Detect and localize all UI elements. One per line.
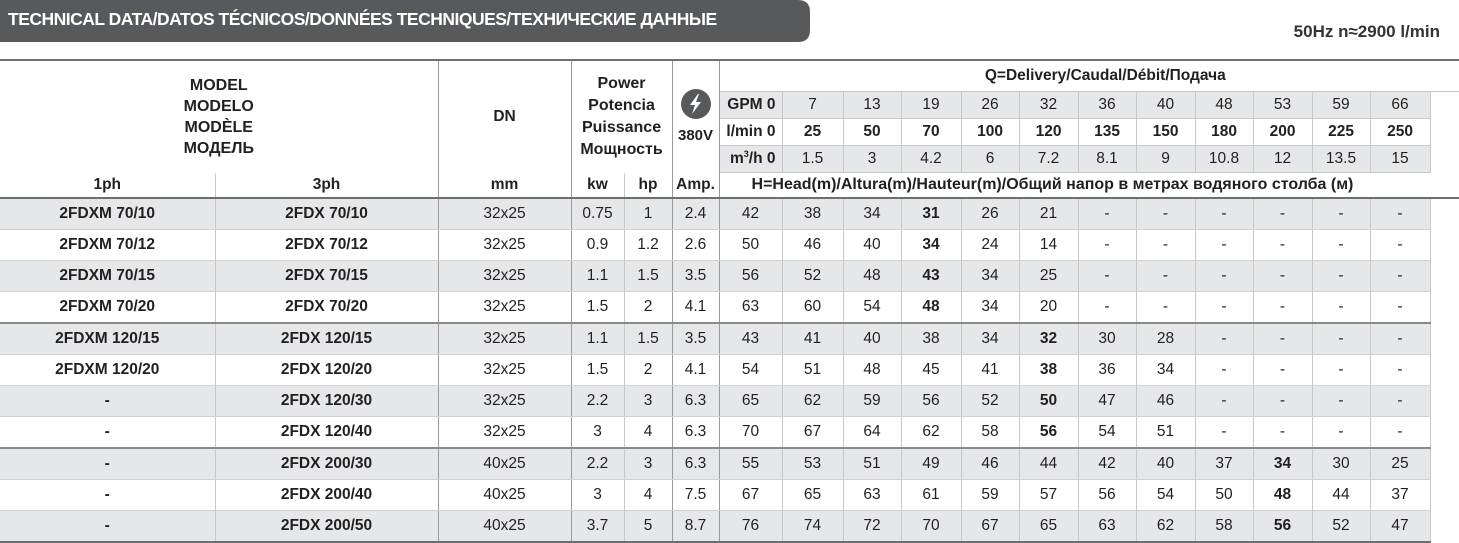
- head-value: 65: [719, 386, 782, 417]
- kw-value: 1.1: [571, 261, 624, 292]
- gpm-value: 13: [843, 92, 901, 119]
- head-value: 70: [901, 511, 961, 543]
- head-value: 42: [719, 198, 782, 230]
- gpm-value: 19: [901, 92, 961, 119]
- head-value: 59: [961, 480, 1019, 511]
- head-value: -: [1195, 230, 1253, 261]
- head-value: 40: [843, 323, 901, 355]
- head-value: 34: [961, 323, 1019, 355]
- head-value: -: [1312, 417, 1370, 449]
- power-header: [571, 60, 672, 173]
- m3h-value: 9: [1136, 146, 1195, 173]
- hp-value: 4: [624, 417, 672, 449]
- head-value: 48: [1253, 480, 1312, 511]
- title-banner: [0, 0, 810, 42]
- head-value: -: [1312, 230, 1370, 261]
- head-value: 61: [901, 480, 961, 511]
- ph1-header: 1ph: [0, 173, 215, 199]
- kw-value: 1.5: [571, 292, 624, 324]
- hp-value: 1: [624, 198, 672, 230]
- model-3ph: 2FDX 120/20: [215, 355, 438, 386]
- head-value: 42: [1078, 448, 1136, 480]
- head-title: H=Head(m)/Altura(m)/Hauteur(m)/Общий напор в метрах водяного столба (м): [719, 173, 1459, 199]
- page-title: TECHNICAL DATA/DATOS TÉCNICOS/DONNÉES TECHNIQUES/ТЕХНИЧЕСКИЕ ДАННЫЕ: [8, 9, 717, 29]
- model-label-ru: МОДЕЛЬ: [183, 139, 254, 157]
- head-value: 51: [782, 355, 843, 386]
- hp-header: hp: [624, 173, 672, 199]
- model-1ph: 2FDXM 70/12: [0, 230, 215, 261]
- model-1ph: -: [0, 511, 215, 543]
- lmin-value: 225: [1312, 119, 1370, 146]
- m3h-value: 10.8: [1195, 146, 1253, 173]
- dn-value: 40x25: [438, 480, 571, 511]
- table-row: [0, 448, 1459, 480]
- head-value: 34: [843, 198, 901, 230]
- table-row: [0, 417, 1459, 449]
- head-value: 48: [901, 292, 961, 324]
- head-value: 54: [1136, 480, 1195, 511]
- head-value: 54: [719, 355, 782, 386]
- head-value: 62: [901, 417, 961, 449]
- head-value: 30: [1078, 323, 1136, 355]
- model-1ph: 2FDXM 120/20: [0, 355, 215, 386]
- model-3ph: 2FDX 200/40: [215, 480, 438, 511]
- head-value: -: [1370, 230, 1430, 261]
- head-value: 36: [1078, 355, 1136, 386]
- lmin-value: 200: [1253, 119, 1312, 146]
- model-label-es: MODELO: [183, 97, 254, 115]
- head-value: 43: [901, 261, 961, 292]
- head-value: 21: [1019, 198, 1078, 230]
- gpm-value: 59: [1312, 92, 1370, 119]
- head-value: 34: [961, 292, 1019, 324]
- head-value: -: [1136, 198, 1195, 230]
- dn-value: 32x25: [438, 198, 571, 230]
- head-value: 44: [1019, 448, 1078, 480]
- m3h-value: 7.2: [1019, 146, 1078, 173]
- m3h-value: 12: [1253, 146, 1312, 173]
- head-value: -: [1370, 417, 1430, 449]
- head-value: 52: [1312, 511, 1370, 543]
- head-value: 52: [782, 261, 843, 292]
- model-1ph: 2FDXM 120/15: [0, 323, 215, 355]
- model-header: [0, 60, 438, 173]
- head-value: 40: [843, 230, 901, 261]
- head-value: -: [1195, 198, 1253, 230]
- hp-value: 3: [624, 448, 672, 480]
- technical-data-table: [0, 59, 1459, 543]
- hp-value: 5: [624, 511, 672, 543]
- lmin-value: 150: [1136, 119, 1195, 146]
- head-value: 46: [961, 448, 1019, 480]
- head-value: 49: [901, 448, 961, 480]
- model-1ph: 2FDXM 70/15: [0, 261, 215, 292]
- dn-value: 32x25: [438, 230, 571, 261]
- voltage-header: [672, 60, 719, 173]
- table-row: [0, 198, 1459, 230]
- kw-value: 2.2: [571, 386, 624, 417]
- head-value: 70: [719, 417, 782, 449]
- dn-value: 32x25: [438, 355, 571, 386]
- kw-value: 3: [571, 417, 624, 449]
- hp-value: 4: [624, 480, 672, 511]
- model-1ph: -: [0, 386, 215, 417]
- head-value: 14: [1019, 230, 1078, 261]
- head-value: 59: [843, 386, 901, 417]
- head-value: -: [1195, 386, 1253, 417]
- head-value: 26: [961, 198, 1019, 230]
- amp-value: 2.4: [672, 198, 719, 230]
- head-value: 67: [961, 511, 1019, 543]
- head-value: 56: [1078, 480, 1136, 511]
- power-label-es: Potencia: [588, 96, 655, 114]
- head-value: -: [1312, 261, 1370, 292]
- head-value: -: [1253, 355, 1312, 386]
- gpm-label: GPM 0: [719, 92, 782, 119]
- model-1ph: 2FDXM 70/10: [0, 198, 215, 230]
- kw-header: kw: [571, 173, 624, 199]
- head-value: -: [1078, 261, 1136, 292]
- head-value: 51: [1136, 417, 1195, 449]
- head-value: 50: [719, 230, 782, 261]
- head-value: 60: [782, 292, 843, 324]
- head-value: 44: [1312, 480, 1370, 511]
- head-value: -: [1253, 198, 1312, 230]
- head-value: 76: [719, 511, 782, 543]
- kw-value: 2.2: [571, 448, 624, 480]
- head-value: 34: [1253, 448, 1312, 480]
- amp-value: 4.1: [672, 292, 719, 324]
- head-value: -: [1370, 292, 1430, 324]
- head-value: 25: [1019, 261, 1078, 292]
- lightning-bolt-icon: [681, 89, 711, 119]
- dn-value: 32x25: [438, 292, 571, 324]
- head-value: 34: [901, 230, 961, 261]
- head-value: -: [1136, 292, 1195, 324]
- head-value: 56: [1019, 417, 1078, 449]
- dn-value: 40x25: [438, 448, 571, 480]
- table-row: [0, 480, 1459, 511]
- gpm-value: 7: [782, 92, 843, 119]
- head-value: 67: [719, 480, 782, 511]
- head-value: 63: [1078, 511, 1136, 543]
- table-row: [0, 261, 1459, 292]
- amp-value: 6.3: [672, 448, 719, 480]
- hp-value: 2: [624, 292, 672, 324]
- gpm-value: 48: [1195, 92, 1253, 119]
- hp-value: 1.5: [624, 261, 672, 292]
- model-1ph: -: [0, 417, 215, 449]
- head-value: -: [1312, 198, 1370, 230]
- head-value: 38: [901, 323, 961, 355]
- head-value: -: [1078, 198, 1136, 230]
- lmin-value: 70: [901, 119, 961, 146]
- head-value: -: [1253, 386, 1312, 417]
- head-value: 37: [1370, 480, 1430, 511]
- kw-value: 1.1: [571, 323, 624, 355]
- dn-value: 32x25: [438, 261, 571, 292]
- m3h-value: 4.2: [901, 146, 961, 173]
- model-3ph: 2FDX 200/50: [215, 511, 438, 543]
- head-value: 25: [1370, 448, 1430, 480]
- kw-value: 0.75: [571, 198, 624, 230]
- head-value: -: [1136, 261, 1195, 292]
- flow-title: Q=Delivery/Caudal/Débit/Подача: [719, 60, 1459, 92]
- head-value: 34: [1136, 355, 1195, 386]
- head-value: 63: [843, 480, 901, 511]
- head-value: 54: [843, 292, 901, 324]
- head-value: -: [1370, 355, 1430, 386]
- head-value: 72: [843, 511, 901, 543]
- m3h-value: 3: [843, 146, 901, 173]
- model-3ph: 2FDX 120/30: [215, 386, 438, 417]
- kw-value: 1.5: [571, 355, 624, 386]
- head-value: -: [1253, 292, 1312, 324]
- head-value: 50: [1019, 386, 1078, 417]
- table-row: [0, 386, 1459, 417]
- kw-value: 3.7: [571, 511, 624, 543]
- gpm-value: 26: [961, 92, 1019, 119]
- head-value: 41: [961, 355, 1019, 386]
- head-value: -: [1195, 323, 1253, 355]
- head-value: 38: [782, 198, 843, 230]
- head-value: 54: [1078, 417, 1136, 449]
- power-label-ru: Мощность: [580, 140, 663, 158]
- head-value: -: [1078, 230, 1136, 261]
- dn-value: 40x25: [438, 511, 571, 543]
- head-value: -: [1370, 261, 1430, 292]
- model-3ph: 2FDX 70/10: [215, 198, 438, 230]
- kw-value: 3: [571, 480, 624, 511]
- gpm-value: 40: [1136, 92, 1195, 119]
- gpm-value: 53: [1253, 92, 1312, 119]
- ph3-header: 3ph: [215, 173, 438, 199]
- head-value: -: [1195, 292, 1253, 324]
- m3h-value: 8.1: [1078, 146, 1136, 173]
- model-1ph: 2FDXM 70/20: [0, 292, 215, 324]
- voltage-label: 380V: [677, 127, 714, 145]
- frequency-label: 50Hz n≈2900 l/min: [1293, 22, 1440, 41]
- power-label-en: Power: [597, 74, 646, 92]
- head-value: 32: [1019, 323, 1078, 355]
- head-value: 62: [1136, 511, 1195, 543]
- lmin-value: 250: [1370, 119, 1430, 146]
- gpm-value: 36: [1078, 92, 1136, 119]
- head-value: 48: [843, 355, 901, 386]
- head-value: 52: [961, 386, 1019, 417]
- head-value: 50: [1195, 480, 1253, 511]
- mm-header: mm: [438, 173, 571, 199]
- head-value: 45: [901, 355, 961, 386]
- head-value: 46: [782, 230, 843, 261]
- m3h-value: 15: [1370, 146, 1430, 173]
- head-value: 74: [782, 511, 843, 543]
- amp-value: 3.5: [672, 323, 719, 355]
- lmin-value: 25: [782, 119, 843, 146]
- head-value: 65: [782, 480, 843, 511]
- head-value: -: [1195, 261, 1253, 292]
- head-value: -: [1136, 230, 1195, 261]
- head-value: 28: [1136, 323, 1195, 355]
- gpm-value: 32: [1019, 92, 1078, 119]
- model-3ph: 2FDX 200/30: [215, 448, 438, 480]
- table-row: [0, 511, 1459, 543]
- head-value: -: [1195, 355, 1253, 386]
- m3h-label: $m^3/h$ 0: [719, 146, 782, 173]
- amp-value: 7.5: [672, 480, 719, 511]
- amp-value: 6.3: [672, 417, 719, 449]
- lmin-value: 180: [1195, 119, 1253, 146]
- head-value: 51: [843, 448, 901, 480]
- head-value: 58: [961, 417, 1019, 449]
- model-label-en: MODEL: [189, 76, 248, 94]
- amp-header: Amp.: [672, 173, 719, 199]
- head-value: -: [1195, 417, 1253, 449]
- head-value: 47: [1370, 511, 1430, 543]
- head-value: 38: [1019, 355, 1078, 386]
- table-row: [0, 230, 1459, 261]
- lmin-value: 100: [961, 119, 1019, 146]
- head-value: -: [1253, 417, 1312, 449]
- head-value: -: [1312, 323, 1370, 355]
- dn-value: 32x25: [438, 323, 571, 355]
- model-3ph: 2FDX 120/15: [215, 323, 438, 355]
- lmin-label: l/min 0: [719, 119, 782, 146]
- model-label-fr: MODÈLE: [184, 118, 253, 136]
- power-label-fr: Puissance: [581, 118, 662, 136]
- amp-value: 2.6: [672, 230, 719, 261]
- table-row: [0, 323, 1459, 355]
- head-value: -: [1078, 292, 1136, 324]
- hp-value: 3: [624, 386, 672, 417]
- m3h-value: 1.5: [782, 146, 843, 173]
- head-value: 40: [1136, 448, 1195, 480]
- head-value: 56: [1253, 511, 1312, 543]
- dn-value: 32x25: [438, 386, 571, 417]
- model-3ph: 2FDX 70/20: [215, 292, 438, 324]
- head-value: 41: [782, 323, 843, 355]
- head-value: 56: [719, 261, 782, 292]
- head-value: 56: [901, 386, 961, 417]
- head-value: 37: [1195, 448, 1253, 480]
- head-value: -: [1253, 261, 1312, 292]
- head-value: -: [1312, 292, 1370, 324]
- lmin-value: 50: [843, 119, 901, 146]
- lmin-value: 120: [1019, 119, 1078, 146]
- amp-value: 6.3: [672, 386, 719, 417]
- amp-value: 8.7: [672, 511, 719, 543]
- dn-value: 32x25: [438, 417, 571, 449]
- table-row: [0, 292, 1459, 324]
- head-value: 46: [1136, 386, 1195, 417]
- head-value: -: [1312, 386, 1370, 417]
- lmin-value: 135: [1078, 119, 1136, 146]
- head-value: 65: [1019, 511, 1078, 543]
- head-value: 31: [901, 198, 961, 230]
- table-row: [0, 355, 1459, 386]
- head-value: -: [1370, 323, 1430, 355]
- head-value: 57: [1019, 480, 1078, 511]
- head-value: 30: [1312, 448, 1370, 480]
- model-1ph: -: [0, 448, 215, 480]
- head-value: 63: [719, 292, 782, 324]
- gpm-value: 66: [1370, 92, 1430, 119]
- head-value: 64: [843, 417, 901, 449]
- hp-value: 1.5: [624, 323, 672, 355]
- head-value: 62: [782, 386, 843, 417]
- head-value: 67: [782, 417, 843, 449]
- model-1ph: -: [0, 480, 215, 511]
- head-value: -: [1253, 323, 1312, 355]
- head-value: 53: [782, 448, 843, 480]
- kw-value: 0.9: [571, 230, 624, 261]
- head-value: -: [1370, 386, 1430, 417]
- hp-value: 2: [624, 355, 672, 386]
- amp-value: 3.5: [672, 261, 719, 292]
- model-3ph: 2FDX 70/12: [215, 230, 438, 261]
- dn-header: DN: [438, 60, 571, 173]
- hp-value: 1.2: [624, 230, 672, 261]
- head-value: 47: [1078, 386, 1136, 417]
- m3h-value: 13.5: [1312, 146, 1370, 173]
- head-value: 55: [719, 448, 782, 480]
- model-3ph: 2FDX 70/15: [215, 261, 438, 292]
- amp-value: 4.1: [672, 355, 719, 386]
- head-value: 34: [961, 261, 1019, 292]
- model-3ph: 2FDX 120/40: [215, 417, 438, 449]
- head-value: -: [1253, 230, 1312, 261]
- head-value: -: [1312, 355, 1370, 386]
- head-value: 43: [719, 323, 782, 355]
- head-value: 48: [843, 261, 901, 292]
- head-value: 20: [1019, 292, 1078, 324]
- m3h-value: 6: [961, 146, 1019, 173]
- head-value: 58: [1195, 511, 1253, 543]
- head-value: 24: [961, 230, 1019, 261]
- head-value: -: [1370, 198, 1430, 230]
